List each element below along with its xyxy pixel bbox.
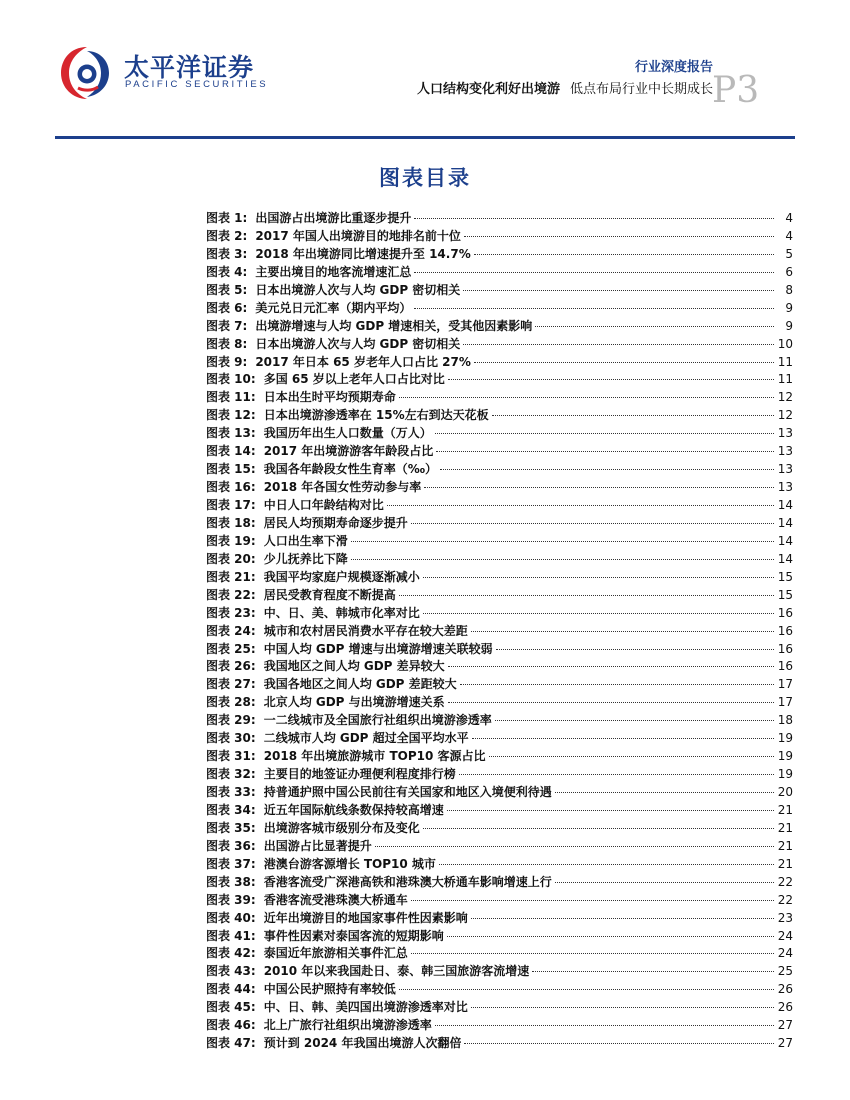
toc-item-text: 香港客流受港珠澳大桥通车 [263,892,408,907]
toc-item-page: 13 [777,480,793,495]
toc-item[interactable] [206,784,793,802]
toc-item-label: 图表 23: [206,605,256,620]
header-divider [55,136,795,139]
toc-item-text: 2018 年各国女性劳动参与率 [263,480,422,495]
toc-item-page: 22 [777,892,793,907]
toc-leader-dots [460,684,774,685]
toc-item-text: 预计到 2024 年我国出境游人次翻倍 [263,1036,462,1051]
toc-leader-dots [435,1025,774,1026]
toc-item[interactable] [206,1035,793,1053]
toc-item-label: 图表 39: [206,892,256,907]
toc-item[interactable] [206,838,793,856]
toc-item[interactable] [206,802,793,820]
toc-item[interactable] [206,658,793,676]
toc-item-label: 图表 31: [206,749,256,764]
toc-item[interactable] [206,748,793,766]
toc-item-text: 北上广旅行社组织出境游渗透率 [263,1018,432,1033]
toc-leader-dots [489,756,774,757]
company-logo [58,44,298,104]
toc-item[interactable] [206,282,793,300]
toc-leader-dots [399,397,774,398]
toc-item-label: 图表 14: [206,444,256,459]
toc-item-label: 图表 12: [206,408,256,423]
toc-item[interactable] [206,820,793,838]
toc-item-label: 图表 30: [206,731,256,746]
toc-item[interactable] [206,676,793,694]
toc-item[interactable] [206,300,793,318]
toc-item-label: 图表 20: [206,551,256,566]
toc-item-page: 26 [777,1000,793,1015]
toc-item-text: 泰国近年旅游相关事件汇总 [263,946,408,961]
toc-item-text: 出国游占出境游比重逐步提升 [255,211,412,225]
toc-item-text: 2018 年出境游同比增速提升至 14.7% [255,246,471,261]
toc-item-page: 16 [777,623,793,638]
toc-item-page: 21 [777,820,793,835]
toc-item-text: 我国各年龄段女性生育率（‰） [263,462,437,477]
toc-item[interactable] [206,497,793,515]
toc-item-label: 图表 13: [206,426,256,441]
pacific-securities-logo-icon [58,44,116,102]
toc-item-label: 图表 5: [206,282,248,297]
toc-item-label: 图表 38: [206,874,256,889]
toc-item-label: 图表 7: [206,318,248,333]
toc-item-text: 香港客流受广深港高铁和港珠澳大桥通车影响增速上行 [263,874,552,889]
toc-leader-dots [474,362,774,363]
toc-item-label: 图表 25: [206,641,256,656]
toc-item-text: 我国历年出生人口数量（万人） [263,426,432,441]
toc-item-text: 中日人口年龄结构对比 [263,498,384,512]
toc-item[interactable] [206,856,793,874]
toc-item[interactable] [206,246,793,264]
toc-item[interactable] [206,461,793,479]
toc-item-page: 13 [777,426,793,441]
toc-item-page: 18 [777,713,793,728]
toc-item[interactable] [206,874,793,892]
toc-leader-dots [399,989,774,990]
toc-item-text: 二线城市人均 GDP 超过全国平均水平 [263,731,469,746]
toc-item-page: 14 [777,533,793,548]
toc-item[interactable] [206,407,793,425]
toc-leader-dots [555,792,774,793]
toc-item-text: 主要出境目的地客流增速汇总 [255,264,412,279]
toc-item-page: 20 [777,785,793,799]
toc-leader-dots [411,523,774,524]
toc-item-label: 图表 28: [206,695,256,710]
toc-item[interactable] [206,228,793,246]
toc-leader-dots [436,451,774,452]
toc-item-page: 12 [777,390,793,405]
toc-item-label: 图表 22: [206,587,256,602]
toc-item-label: 图表 11: [206,390,256,405]
toc-item-page: 16 [777,659,793,674]
toc-item-label: 图表 44: [206,982,256,997]
toc-item-text: 持普通护照中国公民前往有关国家和地区入境便利待遇 [263,785,552,799]
toc-item-label: 图表 36: [206,838,256,853]
toc-item-page: 14 [777,515,793,530]
toc-item-text: 事件性因素对泰国客流的短期影响 [263,928,444,943]
toc-leader-dots [423,577,774,578]
toc-item-text: 中、日、韩、美四国出境游渗透率对比 [263,1000,468,1015]
toc-item-label: 图表 42: [206,946,256,961]
toc-item-page: 14 [777,498,793,512]
toc-item-label: 图表 24: [206,623,256,638]
toc-leader-dots [423,828,774,829]
toc-item-text: 出境游客城市级别分布及变化 [263,820,420,835]
toc-item[interactable] [206,479,793,497]
toc-item-label: 图表 34: [206,802,256,817]
toc-item[interactable] [206,533,793,551]
toc-item[interactable] [206,371,793,389]
toc-item-page: 22 [777,874,793,889]
toc-item-text: 2017 年出境游游客年龄段占比 [263,444,434,459]
toc-item[interactable] [206,425,793,443]
toc-item-text: 日本出境游人次与人均 GDP 密切相关 [255,336,461,351]
toc-item-label: 图表 6: [206,300,248,315]
toc-item-page: 8 [785,282,793,297]
toc-item-page: 6 [785,264,793,279]
toc-leader-dots [448,666,774,667]
toc-leader-dots [375,846,774,847]
toc-item-page: 19 [777,767,793,782]
toc-leader-dots [555,882,774,883]
page-number: P3 [712,70,760,111]
company-name-en: PACIFIC SECURITIES [125,79,269,90]
toc-item-text: 少儿抚养比下降 [263,551,348,566]
toc-item-label: 图表 17: [206,498,256,512]
toc-item-text: 出境游增速与人均 GDP 增速相关，受其他因素影响 [255,318,533,333]
toc-item-text: 日本出境游渗透率在 15%左右到达天花板 [263,408,489,423]
toc-item-page: 9 [785,318,793,333]
toc-item-text: 近五年国际航线条数保持较高增速 [263,802,444,817]
toc-item-page: 19 [777,749,793,764]
toc-item-page: 24 [777,946,793,961]
toc-item[interactable] [206,587,793,605]
toc-item-label: 图表 32: [206,767,256,782]
report-type: 行业深度报告 [634,60,713,75]
toc-item-page: 4 [785,228,793,243]
toc-leader-dots [448,379,774,380]
toc-leader-dots [447,810,774,811]
toc-item-text: 2010 年以来我国赴日、泰、韩三国旅游客流增速 [263,964,530,979]
toc-leader-dots [399,595,774,596]
toc-item-label: 图表 16: [206,480,256,495]
toc-item-page: 23 [777,910,793,925]
toc-item-text: 2018 年出境旅游城市 TOP10 客源占比 [263,749,486,764]
toc-leader-dots [495,720,774,721]
toc-item-label: 图表 45: [206,1000,256,1015]
toc-leader-dots [474,254,774,255]
toc-item-text: 2017 年国人出境游目的地排名前十位 [255,228,461,243]
toc-item-page: 26 [777,982,793,997]
toc-item[interactable] [206,945,793,963]
toc-leader-dots [439,864,774,865]
toc-item-text: 港澳台游客源增长 TOP10 城市 [263,856,436,871]
toc-item[interactable] [206,389,793,407]
toc-item-text: 居民人均预期寿命逐步提升 [263,515,408,530]
toc-item-page: 9 [785,300,793,315]
toc-item[interactable] [206,981,793,999]
toc-item-label: 图表 41: [206,928,256,943]
toc-item[interactable] [206,354,793,372]
toc-item[interactable] [206,694,793,712]
toc-item-page: 19 [777,731,793,746]
toc-item-page: 17 [777,695,793,710]
toc-leader-dots [532,971,774,972]
toc-item-page: 10 [777,336,793,351]
toc-item-label: 图表 3: [206,246,248,261]
toc-item-text: 中国公民护照持有率较低 [263,982,396,997]
toc-item[interactable] [206,515,793,533]
toc-item-text: 日本出生时平均预期寿命 [263,390,396,405]
toc-item-label: 图表 43: [206,964,256,979]
toc-item-text: 我国地区之间人均 GDP 差异较大 [263,659,445,674]
toc-item[interactable] [206,210,793,228]
toc-item-page: 5 [785,246,793,261]
toc-leader-dots [471,631,774,632]
toc-item-label: 图表 37: [206,856,256,871]
toc-item[interactable] [206,641,793,659]
toc-leader-dots [435,433,774,434]
toc-item-page: 16 [777,641,793,656]
toc-item-label: 图表 15: [206,462,256,477]
toc-item-text: 美元兑日元汇率（期内平均） [255,300,412,315]
toc-item-label: 图表 40: [206,910,256,925]
toc-item-page: 16 [777,605,793,620]
toc-item-page: 11 [777,354,793,369]
toc-item[interactable] [206,928,793,946]
toc-item[interactable] [206,1017,793,1035]
toc-item-label: 图表 4: [206,264,248,279]
toc-leader-dots [463,344,774,345]
toc-leader-dots [464,1043,774,1044]
toc-leader-dots [464,236,774,237]
toc-item[interactable] [206,730,793,748]
toc-item-text: 出国游占比显著提升 [263,838,372,853]
toc-item[interactable] [206,443,793,461]
toc-leader-dots [459,774,774,775]
toc-item-text: 我国平均家庭户规模逐渐减小 [263,569,420,584]
toc-item[interactable] [206,318,793,336]
toc-leader-dots [492,415,774,416]
toc-item-text: 中国人均 GDP 增速与出境游增速关联较弱 [263,641,493,656]
toc-item-text: 城市和农村居民消费水平存在较大差距 [263,623,468,638]
report-subtitle: 低点布局行业中长期成长 [569,82,713,97]
toc-leader-dots [411,900,774,901]
toc-item-page: 21 [777,802,793,817]
toc-leader-dots [472,738,774,739]
toc-item-label: 图表 8: [206,336,248,351]
toc-leader-dots [411,953,774,954]
toc-item-text: 近年出境游目的地国家事件性因素影响 [263,910,468,925]
toc-item-page: 12 [777,408,793,423]
toc-leader-dots [448,702,774,703]
toc-item[interactable] [206,551,793,569]
toc-item-label: 图表 9: [206,354,248,369]
toc-leader-dots [535,326,774,327]
toc-item-label: 图表 10: [206,372,256,387]
toc-leader-dots [463,290,774,291]
toc-item[interactable] [206,963,793,981]
report-title: 人口结构变化利好出境游 [416,82,560,97]
toc-leader-dots [414,308,774,309]
toc-item-label: 图表 18: [206,515,256,530]
toc-leader-dots [447,936,774,937]
toc-leader-dots [423,613,774,614]
toc-item-label: 图表 26: [206,659,256,674]
toc-leader-dots [440,469,774,470]
toc-item-text: 日本出境游人次与人均 GDP 密切相关 [255,282,461,297]
toc-item[interactable] [206,766,793,784]
toc-leader-dots [414,272,774,273]
toc-item-text: 多国 65 岁以上老年人口占比对比 [263,372,445,387]
toc-item-label: 图表 47: [206,1036,256,1051]
toc-item[interactable] [206,605,793,623]
toc-item[interactable] [206,623,793,641]
toc-item-page: 21 [777,856,793,871]
toc-item[interactable] [206,264,793,282]
toc-item-page: 17 [777,677,793,692]
company-name-cn: 太平洋证券 [124,53,255,82]
toc-item-page: 24 [777,928,793,943]
toc-leader-dots [424,487,774,488]
toc-item-label: 图表 19: [206,533,256,548]
toc-item-page: 13 [777,444,793,459]
toc-item[interactable] [206,892,793,910]
toc-item-label: 图表 29: [206,713,256,728]
toc-leader-dots [471,1007,774,1008]
toc-item-text: 居民受教育程度不断提高 [263,587,396,602]
report-title-line [417,78,713,97]
toc-item-text: 一二线城市及全国旅行社组织出境游渗透率 [263,713,492,728]
toc-item-page: 14 [777,551,793,566]
toc-item-page: 15 [777,587,793,602]
toc-leader-dots [351,541,774,542]
toc-list [206,210,793,1053]
toc-leader-dots [471,918,774,919]
toc-item-label: 图表 21: [206,569,256,584]
toc-item[interactable] [206,910,793,928]
toc-item-text: 中、日、美、韩城市化率对比 [263,605,420,620]
toc-item-text: 2017 年日本 65 岁老年人口占比 27% [255,354,471,369]
toc-item[interactable] [206,336,793,354]
toc-item-page: 11 [777,372,793,387]
toc-item-label: 图表 1: [206,211,248,225]
toc-item-page: 13 [777,462,793,477]
toc-item-label: 图表 27: [206,677,256,692]
toc-item-label: 图表 33: [206,785,256,799]
toc-leader-dots [351,559,774,560]
toc-item-page: 25 [777,964,793,979]
toc-item-label: 图表 46: [206,1018,256,1033]
toc-item-page: 21 [777,838,793,853]
toc-item-text: 人口出生率下滑 [263,533,348,548]
toc-item-label: 图表 2: [206,228,248,243]
toc-leader-dots [387,505,774,506]
toc-item-page: 15 [777,569,793,584]
toc-item[interactable] [206,569,793,587]
toc-item-text: 主要目的地签证办理便利程度排行榜 [263,767,456,782]
toc-leader-dots [414,218,774,219]
toc-leader-dots [496,649,774,650]
toc-item-text: 北京人均 GDP 与出境游增速关系 [263,695,445,710]
toc-item[interactable] [206,999,793,1017]
toc-item-label: 图表 35: [206,820,256,835]
toc-item-page: 4 [785,211,793,225]
toc-item-page: 27 [777,1018,793,1033]
toc-item[interactable] [206,712,793,730]
toc-item-text: 我国各地区之间人均 GDP 差距较大 [263,677,457,692]
toc-item-page: 27 [777,1036,793,1051]
toc-title: 图表目录 [379,166,471,190]
